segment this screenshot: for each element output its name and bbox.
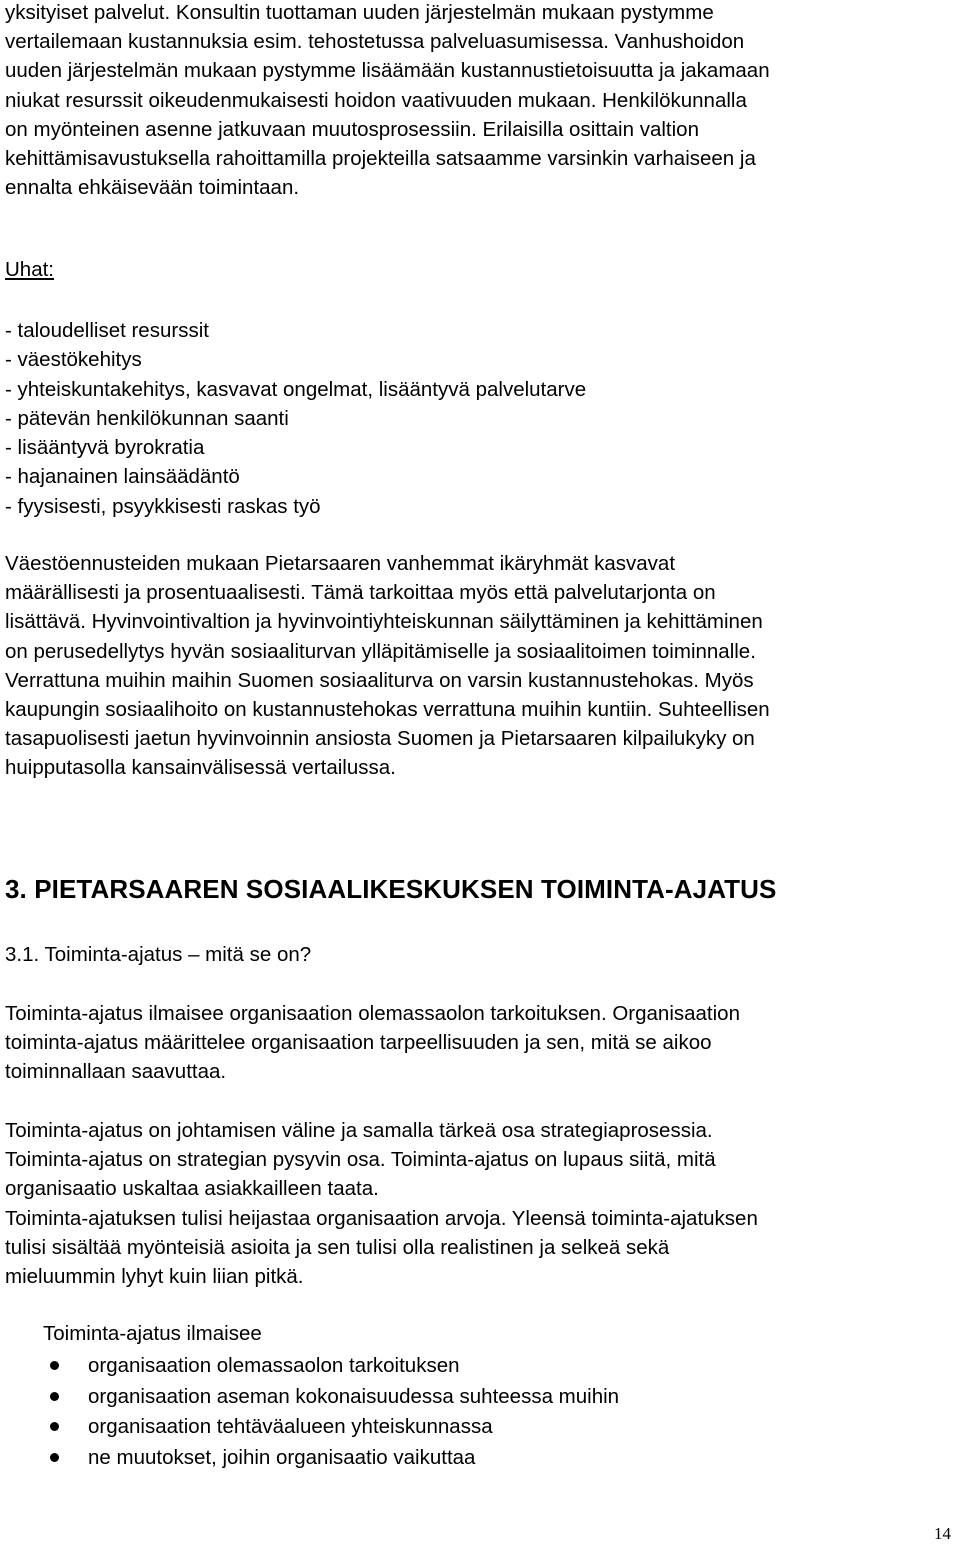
bullet-item (0, 1443, 619, 1474)
bullet-icon (50, 1422, 59, 1431)
section-title: 3. PIETARSAAREN SOSIAALIKESKUKSEN TOIMINTA-AJATUS (5, 874, 777, 904)
list-item: - pätevän henkilökunnan saanti (5, 406, 289, 430)
text-line: mieluummin lyhyt kuin liian pitkä. (5, 1265, 304, 1289)
paragraph-management-tool (5, 1116, 953, 1291)
text-line: Toiminta-ajatus ilmaisee organisaation olemassaolon tarkoituksen. Organisaation (5, 1002, 740, 1025)
bullet-list-intro: Toiminta-ajatus ilmaisee (43, 1322, 262, 1345)
threats-heading: Uhat: (5, 258, 54, 281)
bullet-list (0, 1351, 619, 1474)
threats-list (5, 316, 586, 521)
list-item: - taloudelliset resurssit (5, 319, 209, 342)
paragraph-resources (5, 0, 953, 202)
text-line: on perusedellytys hyvän sosiaaliturvan ylläpitämiselle ja sosiaalitoimen toiminnalle. (5, 639, 756, 663)
bullet-item (0, 1351, 619, 1382)
bullet-text: organisaation aseman kokonaisuudessa suhteessa muihin (88, 1384, 620, 1408)
paragraph-definition (5, 999, 953, 1087)
bullet-text: organisaation tehtäväalueen yhteiskunnassa (88, 1415, 493, 1439)
text-line: Väestöennusteiden mukaan Pietarsaaren vanhemmat ikäryhmät kasvavat (5, 552, 676, 575)
list-item: - lisääntyvä byrokratia (5, 436, 205, 460)
text-line: kaupungin sosiaalihoito on kustannustehokas verrattuna muihin kuntiin. Suhteellisen (5, 698, 770, 722)
subsection-title: 3.1. Toiminta-ajatus – mitä se on? (5, 943, 312, 966)
text-line: organisaatio uskaltaa asiakkailleen taata. (5, 1177, 379, 1201)
text-line: tulisi sisältää myönteisiä asioita ja sen tulisi olla realistinen ja selkeä sekä (5, 1235, 670, 1259)
text-line: Toiminta-ajatus on johtamisen väline ja samalla tärkeä osa strategiaprosessia. (5, 1119, 713, 1142)
paragraph-population (5, 549, 953, 783)
text-line: kehittämisavustuksella rahoittamilla projekteilla satsaamme varsinkin varhaiseen ja (5, 147, 756, 171)
text-line: uuden järjestelmän mukaan pystymme lisäämään kustannustietoisuutta ja jakamaan (5, 59, 770, 83)
list-item: - väestökehitys (5, 348, 142, 372)
list-item: - yhteiskuntakehitys, kasvavat ongelmat, lisääntyvä palvelutarve (5, 377, 587, 401)
bullet-icon (50, 1392, 59, 1401)
text-line: on myönteinen asenne jatkuvaan muutosprosessiin. Erilaisilla osittain valtion (5, 117, 699, 141)
text-line: niukat resurssit oikeudenmukaisesti hoidon vaativuuden mukaan. Henkilökunnalla (5, 88, 747, 112)
bullet-text: organisaation olemassaolon tarkoituksen (88, 1354, 460, 1377)
bullet-item (0, 1412, 619, 1443)
bullet-icon (50, 1361, 59, 1370)
list-item: - fyysisesti, psyykkisesti raskas työ (5, 494, 321, 518)
text-line: toiminta-ajatus määrittelee organisaation tarpeellisuuden ja sen, mitä se aikoo (5, 1031, 712, 1055)
text-line: huipputasolla kansainvälisessä vertailussa. (5, 756, 396, 780)
text-line: ennalta ehkäisevään toimintaan. (5, 176, 300, 200)
text-line: määrällisesti ja prosentuaalisesti. Tämä tarkoittaa myös että palvelutarjonta on (5, 581, 716, 605)
text-line: Toiminta-ajatus on strategian pysyvin osa. Toiminta-ajatus on lupaus siitä, mitä (5, 1148, 716, 1172)
text-line: lisättävä. Hyvinvointivaltion ja hyvinvointiyhteiskunnan säilyttäminen ja kehittäminen (5, 610, 763, 634)
bullet-item (0, 1382, 619, 1413)
bullet-text: ne muutokset, joihin organisaatio vaikuttaa (88, 1446, 476, 1470)
text-line: yksityiset palvelut. Konsultin tuottaman uuden järjestelmän mukaan pystymme (5, 1, 714, 24)
text-line: toiminnallaan saavuttaa. (5, 1060, 227, 1084)
text-line: Toiminta-ajatuksen tulisi heijastaa organisaation arvoja. Yleensä toiminta-ajatuksen (5, 1206, 758, 1230)
text-line: Verrattuna muihin maihin Suomen sosiaaliturva on varsin kustannustehokas. Myös (5, 668, 754, 692)
text-line: vertailemaan kustannuksia esim. tehostetussa palveluasumisessa. Vanhushoidon (5, 30, 745, 54)
page-number: 14 (934, 1524, 951, 1543)
bullet-icon (50, 1453, 59, 1462)
text-line: tasapuolisesti jaetun hyvinvoinnin ansiosta Suomen ja Pietarsaaren kilpailukyky on (5, 727, 755, 751)
list-item: - hajanainen lainsäädäntö (5, 465, 240, 489)
